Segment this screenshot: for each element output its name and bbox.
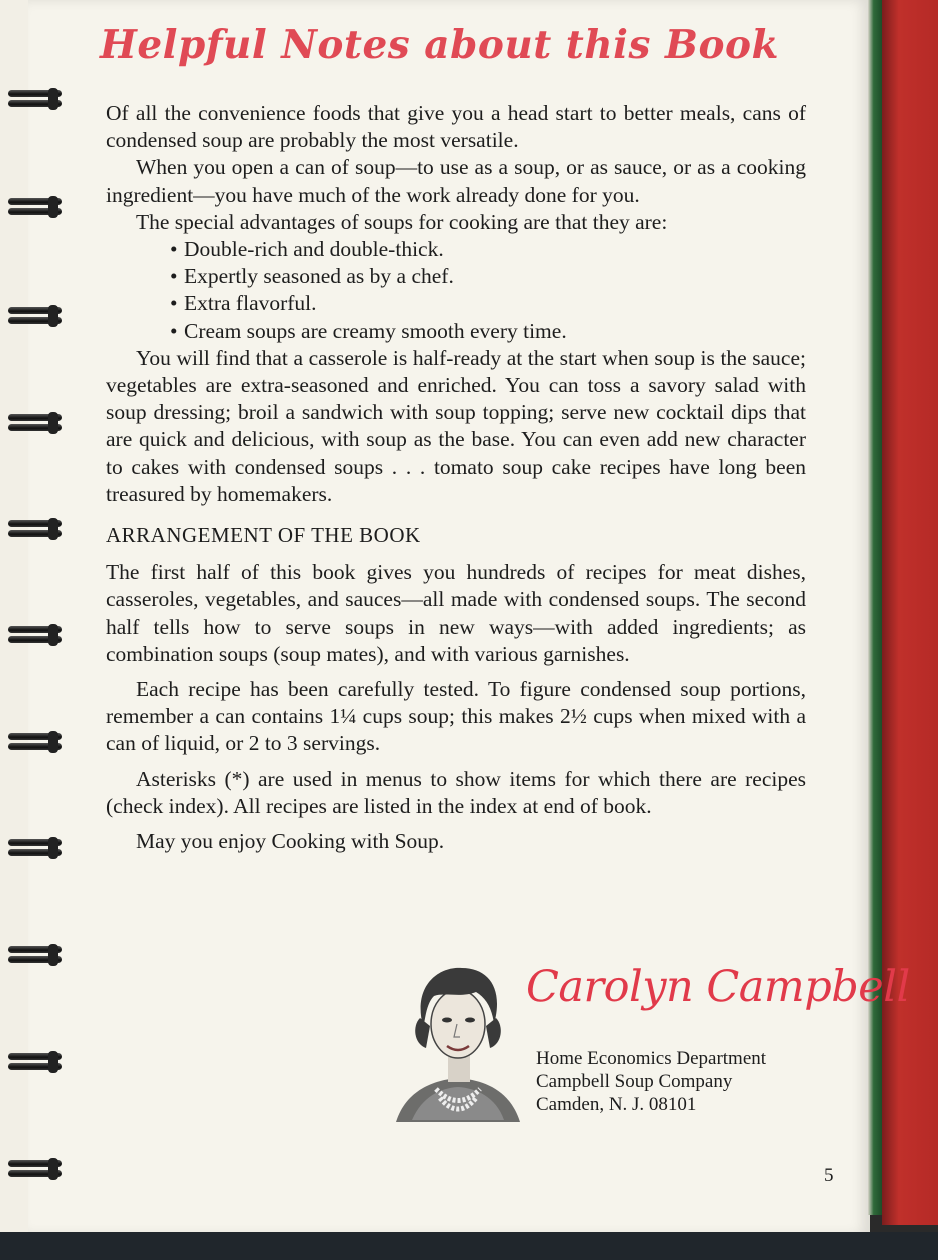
- arrangement-paragraph: Asterisks (*) are used in menus to show items for which there are recipes (check index). All recipes are listed in the index at end of book.: [106, 766, 806, 818]
- arrangement-paragraph: The first half of this book gives you hundreds of recipes for meat dishes, casseroles, vegetables, and sauces—all made with condensed soups. The second half tells how to serve soups in new ways—with added ingredients; as combination soups (soup mates), and with various garnishes.: [106, 560, 806, 666]
- page-edge-green: [868, 0, 882, 1215]
- binding-ring: [2, 88, 64, 114]
- closing-line: May you enjoy Cooking with Soup.: [136, 829, 445, 854]
- address-line: Home Economics Department: [536, 1048, 767, 1069]
- book-cover-edge: [882, 0, 938, 1225]
- address-line: Campbell Soup Company: [536, 1071, 733, 1092]
- list-item: • Double-rich and double-thick.: [170, 236, 806, 263]
- binding-ring: [2, 731, 64, 757]
- address-block: [536, 1047, 766, 1116]
- list-item: • Extra flavorful.: [170, 290, 806, 317]
- section-heading: ARRANGEMENT OF THE BOOK: [106, 523, 421, 548]
- signature: Carolyn Campbell: [526, 962, 910, 1012]
- woman-portrait-icon: [392, 962, 524, 1127]
- binding-ring: [2, 196, 64, 222]
- advantages-list: [106, 236, 806, 345]
- list-item: • Cream soups are creamy smooth every time.: [170, 318, 806, 345]
- page-number: 5: [824, 1165, 834, 1186]
- body-text: [106, 100, 806, 855]
- binding-ring: [2, 412, 64, 438]
- intro-paragraph: Of all the convenience foods that give you a head start to better meals, cans of condensed soup are probably the most versatile.: [106, 101, 806, 153]
- page-title: Helpful Notes about this Book: [100, 22, 780, 68]
- binding-ring: [2, 305, 64, 331]
- casserole-paragraph: You will find that a casserole is half-ready at the start when soup is the sauce; vegetables are extra-seasoned and enriched. You can toss a savory salad with soup dressing; broil a sandwich with soup topping; serve new cocktail dips that are quick and delicious, with soup as the base. You can even add new character to cakes with condensed soups . . . tomato soup cake recipes have long been treasured by homemakers.: [106, 345, 806, 506]
- list-item: • Expertly seasoned as by a chef.: [170, 263, 806, 290]
- arrangement-paragraph: Each recipe has been carefully tested. To figure condensed soup portions, remember a can contains 1¼ cups soup; this makes 2½ cups when mixed with a can of liquid, or 2 to 3 servings.: [106, 677, 806, 756]
- address-line: Camden, N. J. 08101: [536, 1094, 697, 1115]
- binding-ring: [2, 1051, 64, 1077]
- binding-ring: [2, 1158, 64, 1184]
- intro-paragraph: The special advantages of soups for cooking are that they are:: [136, 209, 668, 234]
- binding-ring: [2, 624, 64, 650]
- table-surface: [0, 1232, 938, 1260]
- intro-paragraph: When you open a can of soup—to use as a soup, or as sauce, or as a cooking ingredient—you have much of the work already done for you.: [106, 155, 806, 207]
- binding-ring: [2, 518, 64, 544]
- binding-ring: [2, 944, 64, 970]
- binding-ring: [2, 837, 64, 863]
